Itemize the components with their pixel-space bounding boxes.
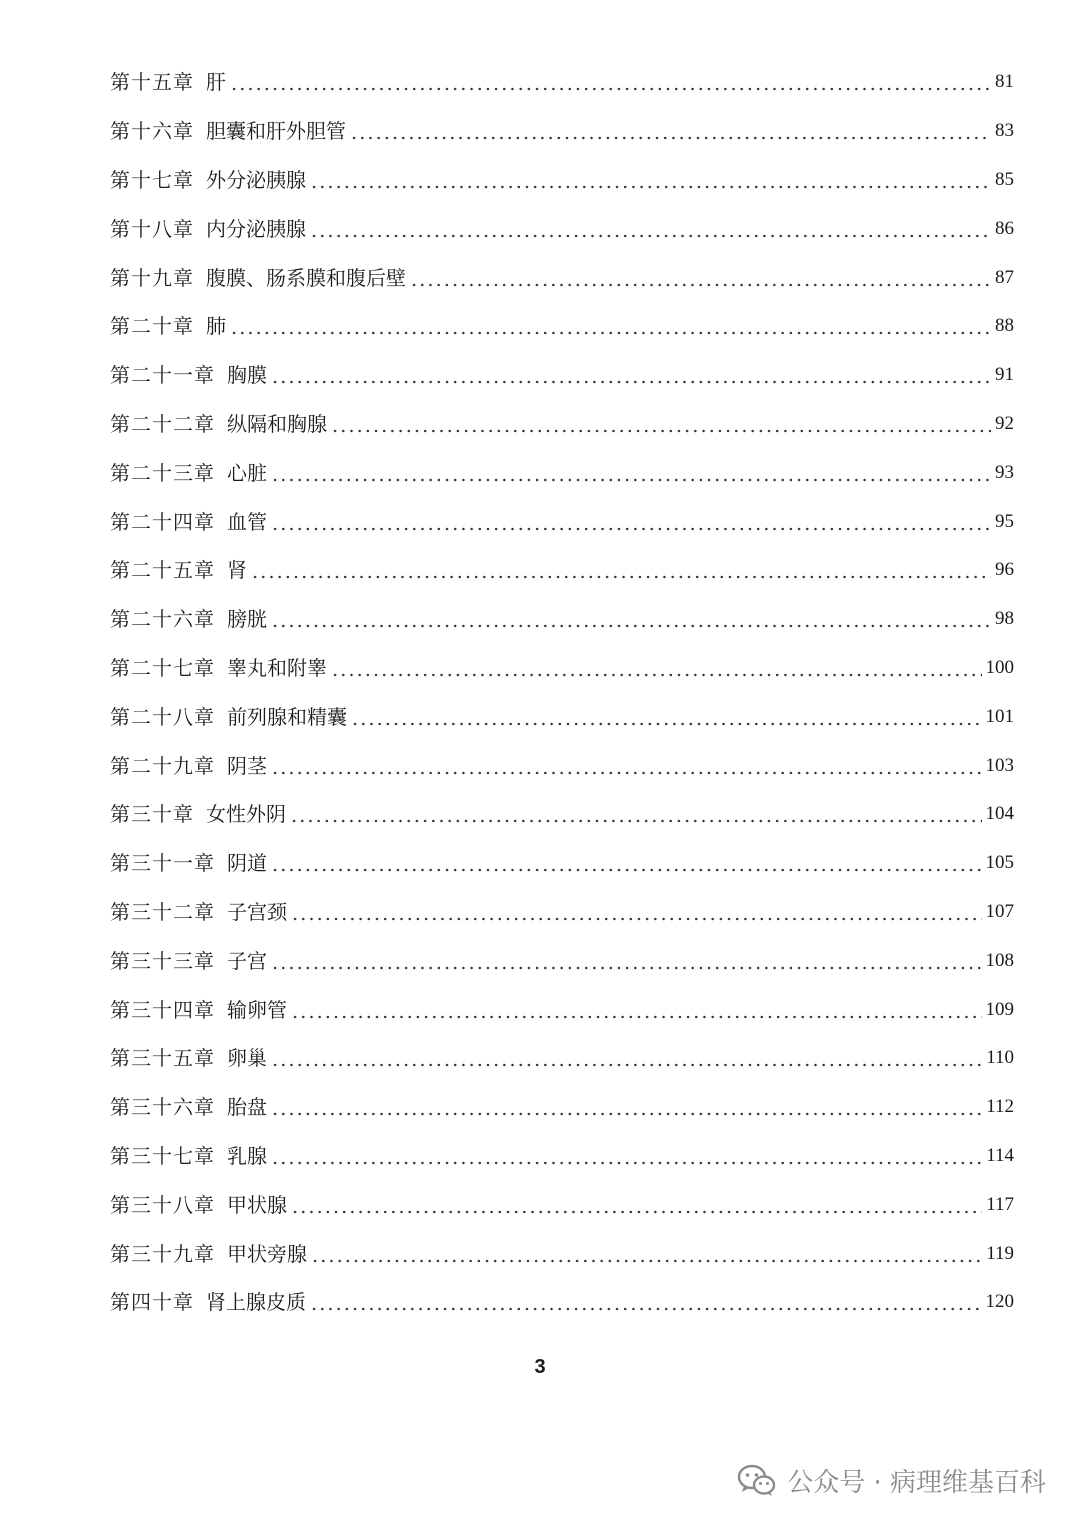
toc-chapter-title: 乳腺 [227,1143,267,1168]
toc-page-number: 100 [985,656,1014,678]
toc-chapter-number: 第二十一章 [110,363,215,388]
toc-entry [110,936,1014,985]
toc-chapter-title: 输卵管 [227,997,287,1022]
toc-chapter-number: 第二十九章 [110,753,215,778]
toc-page-number: 108 [985,949,1014,971]
toc-page-number: 96 [995,559,1014,581]
toc-chapter-title: 肺 [206,314,226,339]
toc-chapter-title: 子宫 [227,948,267,973]
toc-dot-leader [350,121,991,141]
toc-page-number: 83 [995,120,1014,142]
toc-dot-leader [271,1146,982,1166]
toc-chapter-number: 第二十六章 [110,607,215,632]
toc-entry [110,253,1014,302]
toc-dot-leader [251,560,991,580]
toc-chapter-title: 胎盘 [227,1095,267,1120]
toc-dot-leader [410,268,991,288]
toc-chapter-number: 第三十一章 [110,851,215,876]
toc-entry [110,156,1014,205]
toc-entry [110,985,1014,1034]
toc-chapter-number: 第十六章 [110,119,194,144]
toc-chapter-number: 第三十九章 [110,1241,215,1266]
toc-entry [110,888,1014,937]
toc-entry [110,790,1014,839]
toc-entry [110,497,1014,546]
toc-chapter-number: 第四十章 [110,1290,194,1315]
toc-entry [110,1132,1014,1181]
toc-dot-leader [310,170,991,190]
toc-page-number: 112 [986,1096,1014,1118]
toc-chapter-title: 肾上腺皮质 [206,1290,306,1315]
toc-dot-leader [291,902,982,922]
toc-entry [110,644,1014,693]
wechat-icon [737,1464,777,1498]
toc-dot-leader [271,609,991,629]
toc-page-number: 88 [995,315,1014,337]
toc-entry [110,1229,1014,1278]
toc-chapter-number: 第二十七章 [110,655,215,680]
toc-chapter-number: 第十五章 [110,70,194,95]
toc-chapter-number: 第三十五章 [110,1046,215,1071]
toc-dot-leader [291,1000,982,1020]
toc-page-number: 114 [986,1144,1014,1166]
toc-chapter-title: 胸膜 [227,363,267,388]
toc-entry [110,546,1014,595]
toc-chapter-number: 第十八章 [110,216,194,241]
toc-chapter-number: 第三十三章 [110,948,215,973]
toc-page-number: 98 [995,608,1014,630]
toc-chapter-number: 第十七章 [110,167,194,192]
toc-chapter-number: 第二十八章 [110,704,215,729]
toc-chapter-title: 血管 [227,509,267,534]
toc-entry [110,400,1014,449]
toc-dot-leader [271,463,991,483]
toc-chapter-title: 女性外阴 [206,802,286,827]
toc-dot-leader [311,1244,982,1264]
toc-entry [110,595,1014,644]
toc-entry [110,1083,1014,1132]
toc-dot-leader [351,707,982,727]
toc-chapter-number: 第二十章 [110,314,194,339]
toc-entry [110,741,1014,790]
watermark-text: 公众号 · 病理维基百科 [787,1468,1046,1498]
toc-page-number: 120 [985,1291,1014,1313]
toc-page-number: 109 [985,998,1014,1020]
toc-dot-leader [230,72,991,92]
toc-chapter-title: 前列腺和精囊 [227,704,347,729]
toc-entry [110,302,1014,351]
toc-entry [110,204,1014,253]
toc-page-number: 86 [995,217,1014,239]
toc-entry [110,1034,1014,1083]
toc-entry [110,1180,1014,1229]
toc-chapter-title: 肾 [227,558,247,583]
toc-entry [110,351,1014,400]
toc-chapter-number: 第三十二章 [110,899,215,924]
toc-page-number: 107 [985,900,1014,922]
toc-chapter-title: 膀胱 [227,607,267,632]
toc-page-number: 81 [995,71,1014,93]
toc-page-number: 117 [986,1193,1014,1215]
toc-chapter-title: 纵隔和胸腺 [227,411,327,436]
toc-chapter-title: 内分泌胰腺 [206,216,306,241]
toc-chapter-title: 肝 [206,70,226,95]
toc-chapter-title: 甲状腺 [227,1192,287,1217]
toc-chapter-title: 子宫颈 [227,899,287,924]
toc-chapter-number: 第十九章 [110,265,194,290]
toc-chapter-title: 卵巢 [227,1046,267,1071]
toc-chapter-title: 胆囊和肝外胆管 [206,119,346,144]
toc-page-number: 105 [985,852,1014,874]
toc-dot-leader [271,1097,982,1117]
toc-chapter-title: 心脏 [227,460,267,485]
toc-chapter-number: 第二十二章 [110,411,215,436]
toc-chapter-title: 甲状旁腺 [227,1241,307,1266]
toc-chapter-title: 睾丸和附睾 [227,655,327,680]
toc-page-number: 101 [985,705,1014,727]
toc-chapter-number: 第三十章 [110,802,194,827]
toc-chapter-number: 第二十五章 [110,558,215,583]
toc-dot-leader [310,1292,982,1312]
toc-dot-leader [271,512,991,532]
watermark [737,1462,1046,1499]
toc-page-number: 85 [995,168,1014,190]
toc-entry [110,448,1014,497]
toc-dot-leader [271,1048,982,1068]
toc-page-number: 110 [986,1047,1014,1069]
toc-page-number: 95 [995,510,1014,532]
toc-chapter-number: 第三十七章 [110,1143,215,1168]
toc-chapter-number: 第三十四章 [110,997,215,1022]
toc-chapter-title: 阴道 [227,851,267,876]
toc-page-number: 91 [995,364,1014,386]
toc-chapter-title: 外分泌胰腺 [206,167,306,192]
toc-page-number: 103 [985,754,1014,776]
toc-dot-leader [271,756,982,776]
toc-dot-leader [271,853,982,873]
toc-chapter-number: 第三十六章 [110,1095,215,1120]
toc-page-number: 92 [995,412,1014,434]
toc-chapter-number: 第二十四章 [110,509,215,534]
toc-chapter-number: 第二十三章 [110,460,215,485]
toc-entry [110,692,1014,741]
toc-dot-leader [310,219,991,239]
toc-chapter-title: 阴茎 [227,753,267,778]
toc-page-number: 104 [985,803,1014,825]
toc-dot-leader [271,951,982,971]
table-of-contents [110,58,1014,1327]
toc-dot-leader [331,658,982,678]
toc-entry [110,58,1014,107]
toc-entry [110,839,1014,888]
toc-dot-leader [290,804,982,824]
toc-dot-leader [230,316,991,336]
toc-entry [110,107,1014,156]
toc-dot-leader [291,1195,982,1215]
toc-dot-leader [331,414,991,434]
toc-chapter-title: 腹膜、肠系膜和腹后壁 [206,265,406,290]
toc-page-number: 93 [995,461,1014,483]
page-number: 3 [534,1356,546,1378]
toc-page-number: 87 [995,266,1014,288]
toc-dot-leader [271,365,991,385]
toc-page-number: 119 [986,1242,1014,1264]
toc-entry [110,1278,1014,1327]
toc-chapter-number: 第三十八章 [110,1192,215,1217]
